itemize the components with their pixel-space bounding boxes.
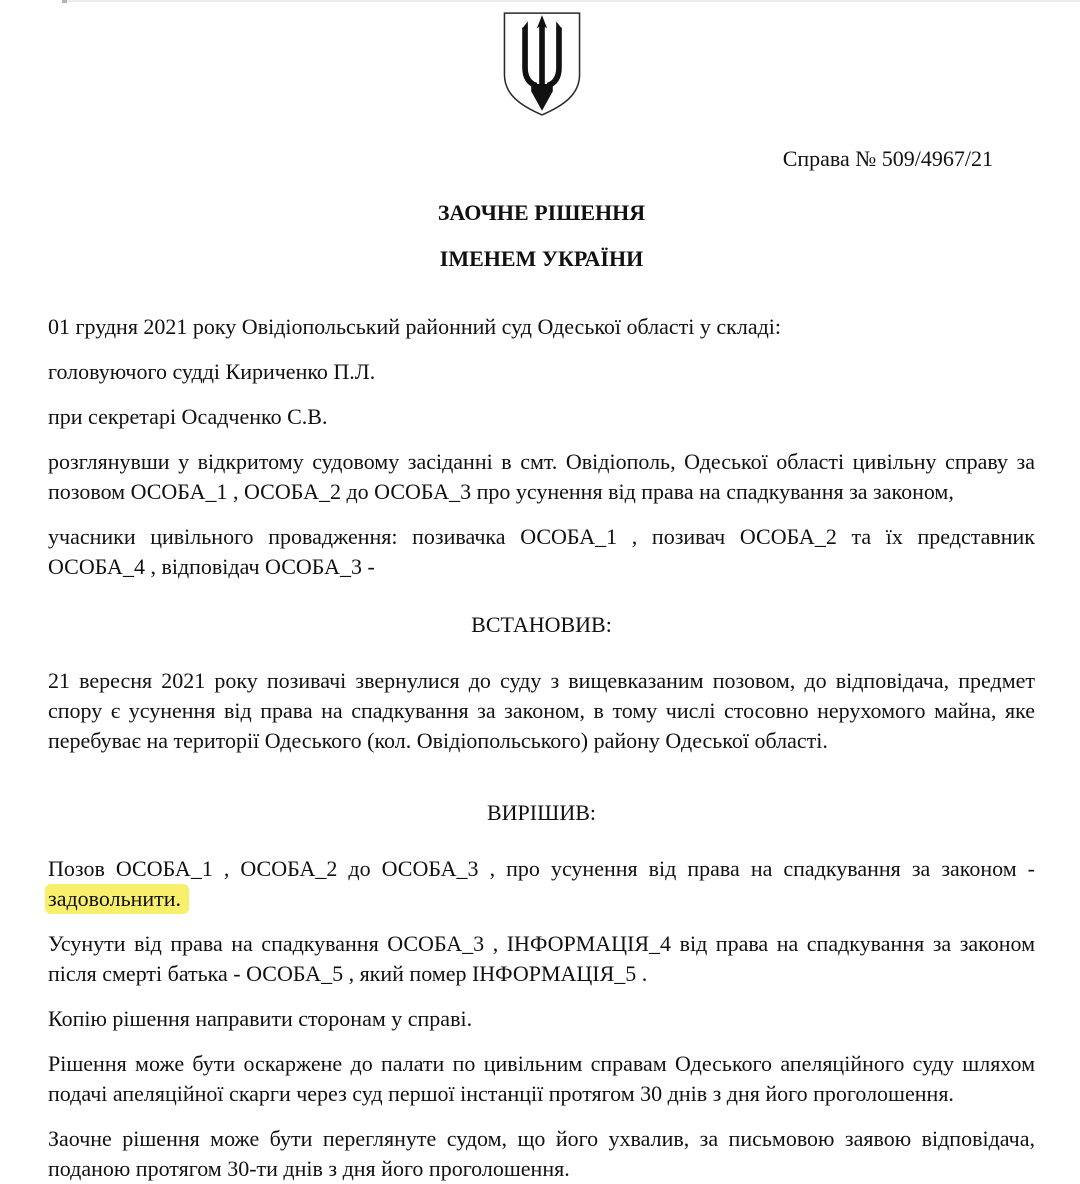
- document-title: ЗАОЧНЕ РІШЕННЯ: [437, 200, 646, 225]
- ukraine-trident-icon: [48, 0, 1035, 118]
- case-number: Справа № 509/4967/21: [782, 146, 993, 171]
- paragraph-copy-to-parties: Копію рішення направити сторонам у справі.: [48, 1006, 473, 1031]
- document-subtitle: ІМЕНЕМ УКРАЇНИ: [439, 246, 644, 271]
- paragraph-participants: учасники цивільного провадження: позивачка ОСОБА_1 , позивач ОСОБА_2 та їх представник ОСОБА_4 , відповідач ОСОБА_3 -: [48, 524, 1035, 579]
- top-border-notch: [62, 0, 67, 3]
- top-border: [62, 0, 1080, 2]
- paragraph-removal-from-inheritance: Усунути від права на спадкування ОСОБА_3 , ІНФОРМАЦІЯ_4 від права на спадкування за законом після смерті батька - ОСОБА_5 , який помер ІНФОРМАЦІЯ_5 .: [48, 931, 1035, 986]
- paragraph-presiding-judge: головуючого судді Кириченко П.Л.: [48, 359, 376, 384]
- paragraph-appeal-procedure: Рішення може бути оскаржене до палати по цивільним справам Одеського апеляційного суду шляхом подачі апеляційної скарги через суд першої інстанції протягом 30 днів з дня його проголошення.: [48, 1051, 1035, 1106]
- section-heading-decided: ВИРІШИВ:: [487, 800, 596, 825]
- highlight-satisfy: задовольнити.: [45, 884, 189, 914]
- paragraph-case-description: розглянувши у відкритому судовому засіданні в смт. Овідіополь, Одеської області цивільну справу за позовом ОСОБА_1 , ОСОБА_2 до ОСОБА_3 про усунення від права на спадкування за законом,: [48, 449, 1035, 504]
- section-heading-established: ВСТАНОВИВ:: [471, 612, 612, 637]
- document-text: [48, 312, 1035, 1184]
- paragraph-secretary: при секретарі Осадченко С.В.: [48, 404, 328, 429]
- paragraph-decision: [48, 854, 1035, 914]
- decision-text: Позов ОСОБА_1 , ОСОБА_2 до ОСОБА_3 , про усунення від права на спадкування за законом -: [48, 856, 1035, 881]
- paragraph-court-composition: 01 грудня 2021 року Овідіопольський районний суд Одеської області у складі:: [48, 314, 782, 339]
- paragraph-review-procedure: Заочне рішення може бути переглянуте судом, що його ухвалив, за письмовою заявою відповідача, поданою протягом 30-ти днів з дня його проголошення.: [48, 1126, 1035, 1181]
- paragraph-established: 21 вересня 2021 року позивачі звернулися до суду з вищевказаним позовом, до відповідача, предмет спору є усунення від права на спадкування за законом, в тому числі стосовно нерухомого майна, яке перебуває на території Одеського (кол. Овідіопольського) району Одеської області.: [48, 668, 1035, 753]
